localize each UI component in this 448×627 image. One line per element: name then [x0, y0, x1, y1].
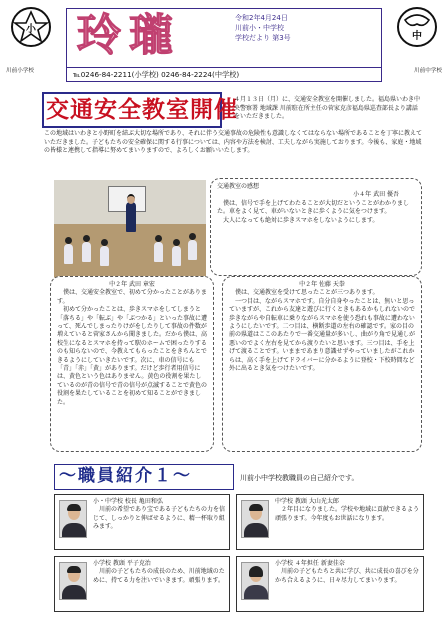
article-intro: ４月１３日（月）に、交通安全教室を開催しました。福島県いわき中央警察署 地域課 川前駐在所主任の菅家克彦福島県巡査部長より講話をいただきました。 [234, 96, 421, 121]
student-figure [154, 242, 163, 262]
staff-role-name: 小学校 ４年担任 新妻佳奈 [275, 560, 345, 567]
issue-school: 川前小・中学校 [235, 24, 284, 32]
student-figure [82, 242, 91, 262]
student-figure [172, 246, 181, 266]
impression-text: 僕は、交通教室を受けて思ったことが三つあります。 [235, 289, 379, 297]
staff-section-title: 〜職員紹介１〜 [54, 464, 234, 490]
staff-message: 川前の子どもたちの成長のため、川前地域のために、持てる力を注いでいきます。頑張ります。 [93, 568, 225, 584]
staff-role-name: 小・中学校 校長 亀田和弘 [93, 498, 163, 505]
school-emblem-right [396, 6, 438, 48]
staff-photo [59, 500, 87, 538]
staff-card [236, 556, 424, 612]
staff-role-name: 小学校 教頭 平子克治 [93, 560, 151, 567]
impression-text: 初めて分かったことは、歩きスマホをしてしまうと「落ちる」や「転ぶ」や「ぶつかる」といった事故に遭って、死んでしまったりけがをしたりして事故の件数が増えていると菅家さんから聞きました。だから僕は、高校生になるとスマホを持って駅のホームで困ったりするのも知らないので、今教えてもらったことをきちんとできるようにしていきたいです。次に、車の信号にも「青」「赤」「黄」があります。だけど歩行者用信号には、黄色という色はありません。黄色の役割を果たしているのが青の信号で青の信号が点滅することで黄色の役割を果たしていることを初めて知ることができました。 [57, 306, 208, 406]
impression-heading: 交通教室の感想 [217, 183, 260, 190]
staff-card [54, 494, 230, 550]
issue-number: 学校だより 第3号 [235, 34, 291, 42]
police-officer-figure [126, 202, 136, 232]
impression-text: 僕は、交通安全教室で、初めて分かったことがあります。 [57, 289, 207, 305]
staff-card [54, 556, 230, 612]
staff-message: ２年目になりました。学校や地域に貢献できるよう頑張ります。今年度もお世話になります。 [275, 506, 420, 522]
elementary-school-label: 川前小学校 [6, 68, 34, 74]
student-figure [64, 244, 73, 264]
article-title-frame [42, 92, 238, 128]
staff-message: 川前の希望であり宝である子どもたちの力を信じて、しっかりと伸ばせるように、精一杯取り組みます。 [93, 506, 226, 531]
impression-text: 僕は、信号で手を上げてわたることが大切だということがわかりました。車をよく見て、車がいないときに歩くように気をつけます。 [217, 199, 410, 216]
impression-author: 中２年 武田 章宏 [109, 281, 155, 288]
staff-photo [59, 562, 87, 600]
photo-floor [54, 224, 206, 284]
impression-author: 中２年 佐藤 天拳 [299, 281, 345, 288]
impression-box-2 [50, 276, 214, 452]
staff-section-subtitle: 川前小中学校教職員の自己紹介です。 [240, 474, 359, 482]
issue-date: 令和2年4月24日 [235, 14, 288, 22]
staff-message: 川前の子どもたちと共に学び、共に成長の喜びを分かち合えるように、日々尽力してまいります。 [275, 568, 419, 584]
impression-box-1 [210, 178, 422, 276]
school-emblem-left [10, 6, 52, 48]
article-body: この地域はいわきと小野町を結ぶ大切な場所であり、それに伴う交通事故の危険性も意識しなくてはならない場所であることを丁寧に教えていただきました。子どもたちの安全確保に関する行事については、内容や方法を検討、工夫しながら実施しております。今後も、家庭・地域の皆様と連携して指導に努めてまいりますので、よろしくお願いいたします。 [44, 130, 423, 155]
article-title: 交通安全教室開催 [46, 97, 238, 123]
svg-text:中: 中 [412, 31, 422, 42]
title-banner [66, 8, 382, 82]
staff-role-name: 中学校 教頭 大山光太郎 [275, 498, 339, 505]
impression-author: 小４年 武田 優吾 [353, 191, 399, 199]
student-figure [188, 240, 197, 260]
classroom-photo [54, 180, 206, 284]
staff-card [236, 494, 424, 550]
staff-photo [241, 562, 269, 600]
impression-box-3 [222, 276, 422, 452]
impression-text: 一つ目は、ながらスマホです。自分自身やったことは、無いと思っていますが、これから友達と遊びに行くときもあるかもしれないので歩きながらや自転車に乗りながらスマホを使う恐れも事故に遭わないようにしたいです。二つ目は、横断歩道の左右の確認です。家の目の前の県道はここのあたりで一番交通量が多いし、曲がり角で見通しが悪いのでよく左右を見てから渡りたいと思います。三つ目は、手を上げて渡ることです。いままであまり意識せずやっていましたがこれからは、高く手を上げてドライバーに分かるように登校・下校時間など外に出るとき気をつけたいです。 [229, 297, 416, 373]
student-figure [100, 246, 109, 266]
svg-text:小: 小 [26, 24, 36, 35]
staff-photo [241, 500, 269, 538]
telephone-bar: ℡0246-84-2211(小学校) 0246-84-2224(中学校) [67, 67, 381, 81]
newsletter-header [6, 4, 442, 88]
junior-high-school-label: 川前中学校 [414, 68, 442, 74]
impression-text: 大人になっても絶対に歩きスマホをしないようにします。 [223, 216, 379, 224]
issue-info [235, 13, 291, 43]
newsletter-logo: 玲瓏 [77, 10, 181, 61]
